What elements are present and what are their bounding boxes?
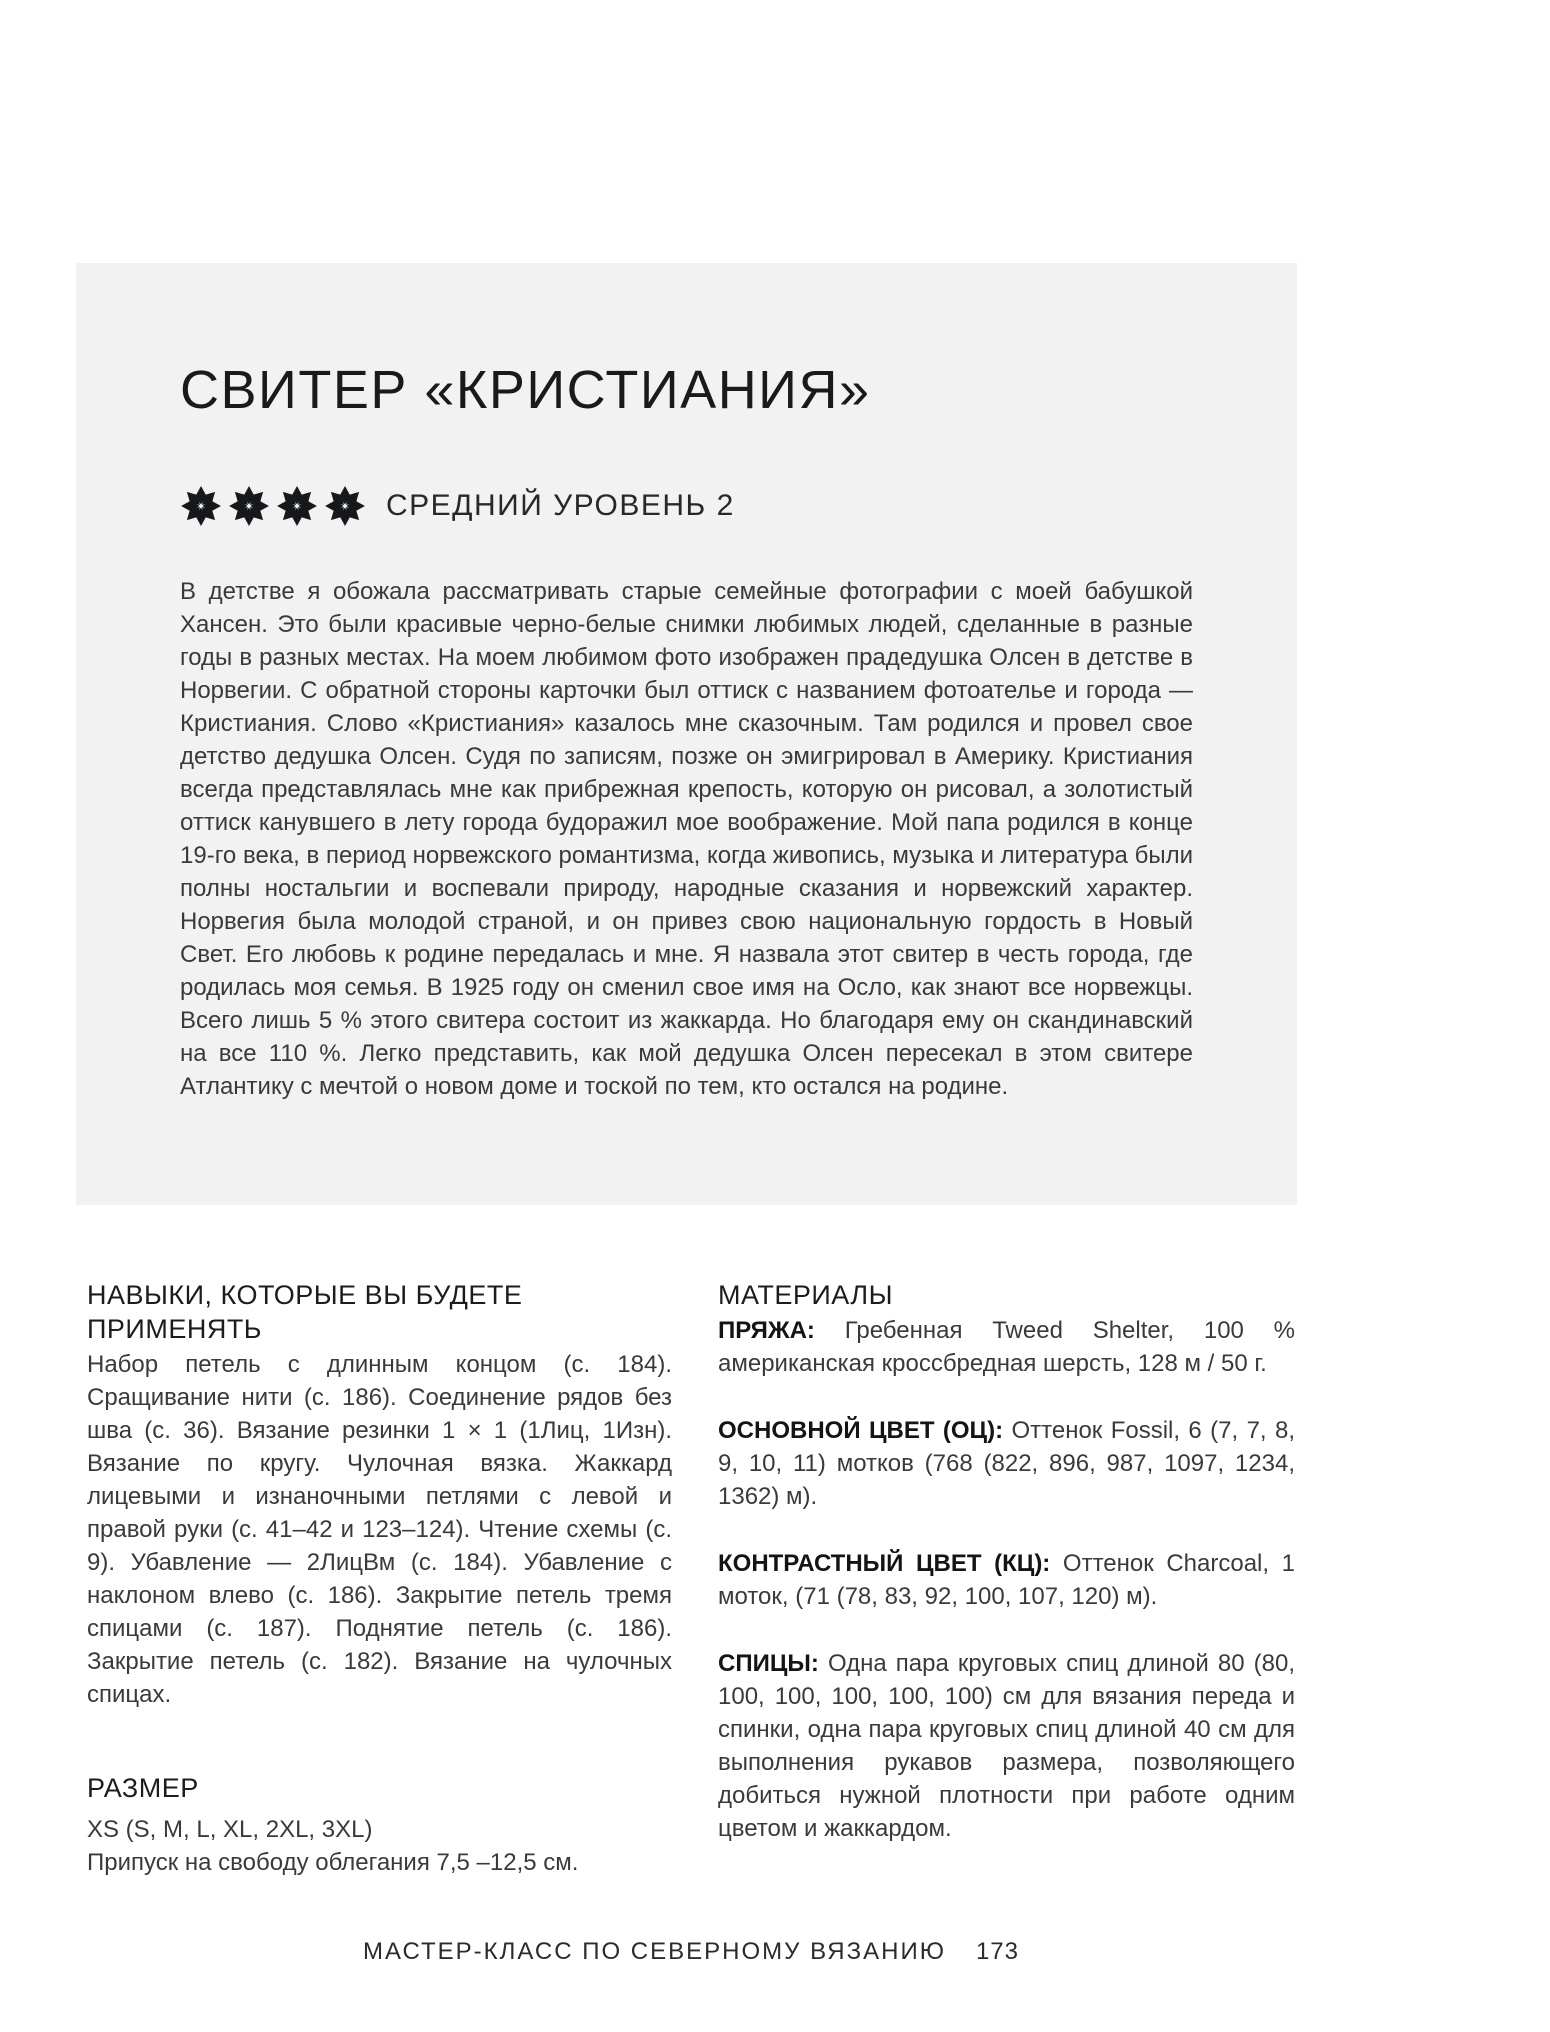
- size-ease: Припуск на свободу облегания 7,5 –12,5 см.: [87, 1849, 579, 1876]
- details-columns: [87, 1278, 1295, 1879]
- snowflake-icon: [276, 485, 318, 527]
- size-range: XS (S, M, L, XL, 2XL, 3XL): [87, 1816, 373, 1843]
- material-item-yarn: [718, 1314, 1295, 1380]
- difficulty-stars: [180, 485, 372, 527]
- intro-paragraph: В детстве я обожала рассматривать старые семейные фотографии с моей бабушкой Хансен. Это были красивые черно-белые снимки любимых людей, сделанные в разные годы в разных местах. На моем любимом фото изображен прадедушка Олсен в детстве в Норвегии. С обратной стороны карточки был оттиск с названием фотоателье и города — Кристиания. Слово «Кристиания» казалось мне сказочным. Там родился и провел свое детство дедушка Олсен. Судя по записям, позже он эмигрировал в Америку. Кристиания всегда представлялась мне как прибрежная крепость, которую он рисовал, а золотистый оттиск канувшего в лету города будоражил мое воображение. Мой папа родился в конце 19-го века, в период норвежского романтизма, когда живопись, музыка и литература были полны ностальгии и воспевали природу, народные сказания и норвежский характер. Норвегия была молодой страной, и он привез свою национальную гордость в Новый Свет. Его любовь к родине передалась и мне. Я назвала этот свитер в честь города, где родилась моя семья. В 1925 году он сменил свое имя на Осло, как знают все норвежцы. Всего лишь 5 % этого свитера состоит из жаккарда. Но благодаря ему он скандинавский на все 110 %. Легко представить, как мой дедушка Олсен пересекал в этом свитере Атлантику с мечтой о новом доме и тоской по тем, кто остался на родине.: [180, 578, 1193, 1100]
- skills-heading: НАВЫКИ, КОТОРЫЕ ВЫ БУДЕТЕ ПРИМЕНЯТЬ: [87, 1280, 523, 1344]
- material-label: ПРЯЖА:: [718, 1317, 815, 1344]
- snowflake-icon: [180, 485, 222, 527]
- material-text: Одна пара круговых спиц длиной 80 (80, 100, 100, 100, 100, 100) см для вязания переда и спинки, одна пара круговых спиц длиной 40 см для выполнения рукавов размера, позволяющего добиться нужной плотности при работе одним цветом и жаккардом.: [718, 1650, 1295, 1842]
- page-title: СВИТЕР «КРИСТИАНИЯ»: [180, 360, 871, 420]
- page-number: 173: [975, 1938, 1019, 1965]
- size-heading: РАЗМЕР: [87, 1773, 199, 1803]
- material-text: Оттенок Charcoal, 1 моток, (71 (78, 83, 92, 100, 107, 120) м).: [718, 1550, 1296, 1610]
- material-label: ОСНОВНОЙ ЦВЕТ (ОЦ):: [718, 1417, 1004, 1444]
- difficulty-level-label: СРЕДНИЙ УРОВЕНЬ 2: [386, 489, 735, 522]
- material-text: Оттенок Fossil, 6 (7, 7, 8, 9, 10, 11) мотков (768 (822, 896, 987, 1097, 1234, 1362) м).: [718, 1417, 1295, 1510]
- snowflake-icon: [228, 485, 270, 527]
- skills-body: Набор петель с длинным концом (с. 184). Сращивание нити (с. 186). Соединение рядов без шва (с. 36). Вязание резинки 1 × 1 (1Лиц, 1Изн). Вязание по кругу. Чулочная вязка. Жаккард лицевыми и изнаночными петлями с левой и правой руки (с. 41–42 и 123–124). Чтение схемы (с. 9). Убавление — 2ЛицВм (с. 184). Убавление с наклоном влево (с. 186). Закрытие петель тремя спицами (с. 187). Поднятие петель (с. 186). Закрытие петель (с. 182). Вязание на чулочных спицах.: [87, 1351, 672, 1708]
- footer-running-title: МАСТЕР-КЛАСС ПО СЕВЕРНОМУ ВЯЗАНИЮ: [363, 1938, 946, 1965]
- page-footer: [87, 1938, 1295, 1966]
- materials-heading: МАТЕРИАЛЫ: [718, 1280, 894, 1310]
- material-item-needles: [718, 1647, 1295, 1845]
- materials-column: [718, 1278, 1295, 1879]
- size-section: [87, 1771, 672, 1879]
- material-label: КОНТРАСТНЫЙ ЦВЕТ (КЦ):: [718, 1550, 1051, 1577]
- skills-column: [87, 1278, 672, 1879]
- material-text: Гребенная Tweed Shelter, 100 % американская кроссбредная шерсть, 128 м / 50 г.: [718, 1317, 1295, 1377]
- difficulty-row: [180, 485, 1193, 527]
- material-item-contrast-color: [718, 1547, 1295, 1613]
- material-label: СПИЦЫ:: [718, 1650, 819, 1677]
- intro-section: [76, 263, 1297, 1205]
- snowflake-icon: [324, 485, 366, 527]
- material-item-main-color: [718, 1414, 1295, 1513]
